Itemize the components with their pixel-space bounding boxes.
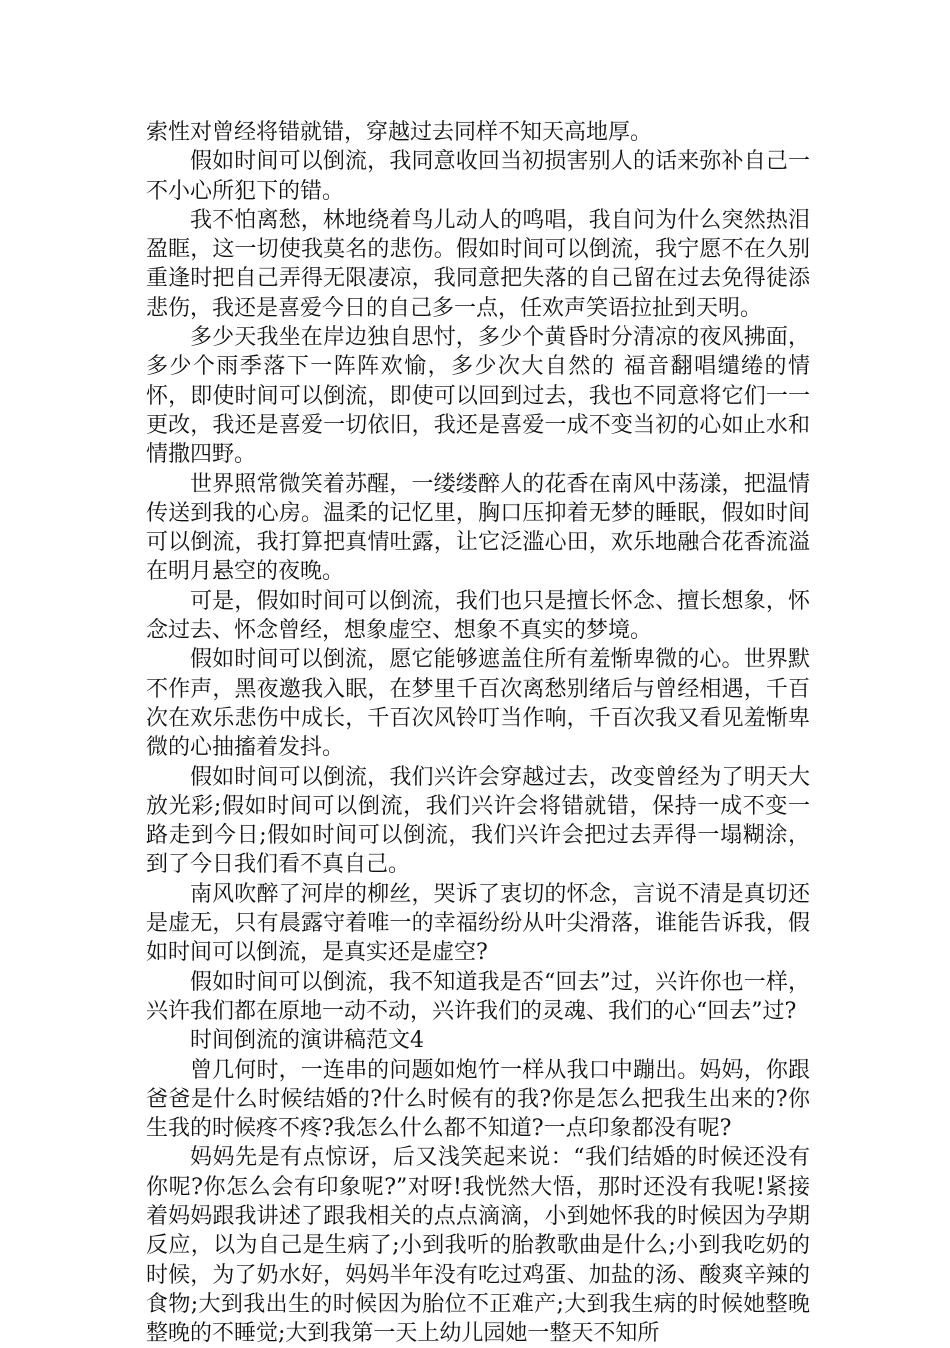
paragraph-1: 索性对曾经将错就错，穿越过去同样不知天高地厚。 (146, 120, 653, 145)
paragraph-10: 假如时间可以倒流，我不知道我是否“回去”过，兴许你也一样，兴许我们都在原地一动不动，兴许我们的灵魂、我们的心“回去”过? (146, 969, 810, 1024)
paragraph-6: 可是，假如时间可以倒流，我们也只是擅长怀念、擅长想象，怀念过去、怀念曾经，想象虚空、想象不真实的梦境。 (146, 588, 810, 644)
paragraph-5: 世界照常微笑着苏醒，一缕缕醉人的花香在南风中荡漾，把温情传送到我的心房。温柔的记忆里，胸口压抑着无梦的睡眠，假如时间可以倒流，我打算把真情吐露，让它泛滥心田，欢乐地融合花香流溢在明月悬空的夜晚。 (146, 471, 810, 585)
document-body (146, 118, 810, 1348)
paragraph-12: 妈妈先是有点惊讶，后又浅笑起来说：“我们结婚的时候还没有你呢?你怎么会有印象呢?”对呀!我恍然大悟，那时还没有我呢!紧接着妈妈跟我讲述了跟我相关的点点滴滴，小到她怀我的时候因为孕期反应，以为自己是生病了;小到我听的胎教歌曲是什么;小到我吃奶的时候，为了奶水好，妈妈半年没有吃过鸡蛋、加盐的汤、酸爽辛辣的食物;大到我出生的时候因为胎位不正难产;大到我生病的时候她整晚整晚的不睡觉;大到我第一天上幼儿园她一整天不知所 (146, 1145, 810, 1347)
paragraph-4: 多少天我坐在岸边独自思忖，多少个黄昏时分清凉的夜风拂面，多少个雨季落下一阵阵欢愉，多少次大自然的 福音翻唱缱绻的情怀，即使时间可以倒流，即使可以回到过去，我也不同意将它们一一更改，我还是喜爱一切依旧，我还是喜爱一成不变当初的心如止水和情撒四野。 (146, 325, 810, 468)
paragraph-7: 假如时间可以倒流，愿它能够遮盖住所有羞惭卑微的心。世界默不作声，黑夜邀我入眠，在梦里千百次离愁别绪后与曾经相遇，千百次在欢乐悲伤中成长，千百次风铃叮当作响，千百次我又看见羞惭卑微的心抽搐着发抖。 (146, 647, 810, 761)
paragraph-11: 曾几何时，一连串的问题如炮竹一样从我口中蹦出。妈妈，你跟爸爸是什么时候结婚的?什么时候有的我?你是怎么把我生出来的?你生我的时候疼不疼?我怎么什么都不知道?一点印象都没有呢? (146, 1057, 810, 1142)
paragraph-3: 我不怕离愁，林地绕着鸟儿动人的鸣唱，我自问为什么突然热泪盈眶，这一切使我莫名的悲伤。假如时间可以倒流，我宁愿不在久别重逢时把自己弄得无限凄凉，我同意把失落的自己留在过去免得徒添悲伤，我还是喜爱今日的自己多一点，任欢声笑语拉扯到天明。 (146, 207, 810, 321)
section-heading: 时间倒流的演讲稿范文4 (190, 1028, 424, 1054)
paragraph-8: 假如时间可以倒流，我们兴许会穿越过去，改变曾经为了明天大放光彩;假如时间可以倒流，我们兴许会将错就错，保持一成不变一路走到今日;假如时间可以倒流，我们兴许会把过去弄得一塌糊涂，到了今日我们看不真自己。 (146, 764, 810, 878)
paragraph-2: 假如时间可以倒流，我同意收回当初损害别人的话来弥补自己一不小心所犯下的错。 (146, 149, 810, 204)
paragraph-9: 南风吹醉了河岸的柳丝，哭诉了衷切的怀念，言说不清是真切还是虚无，只有晨露守着唯一的幸福纷纷从叶尖滑落，谁能告诉我，假如时间可以倒流，是真实还是虚空? (146, 881, 810, 966)
